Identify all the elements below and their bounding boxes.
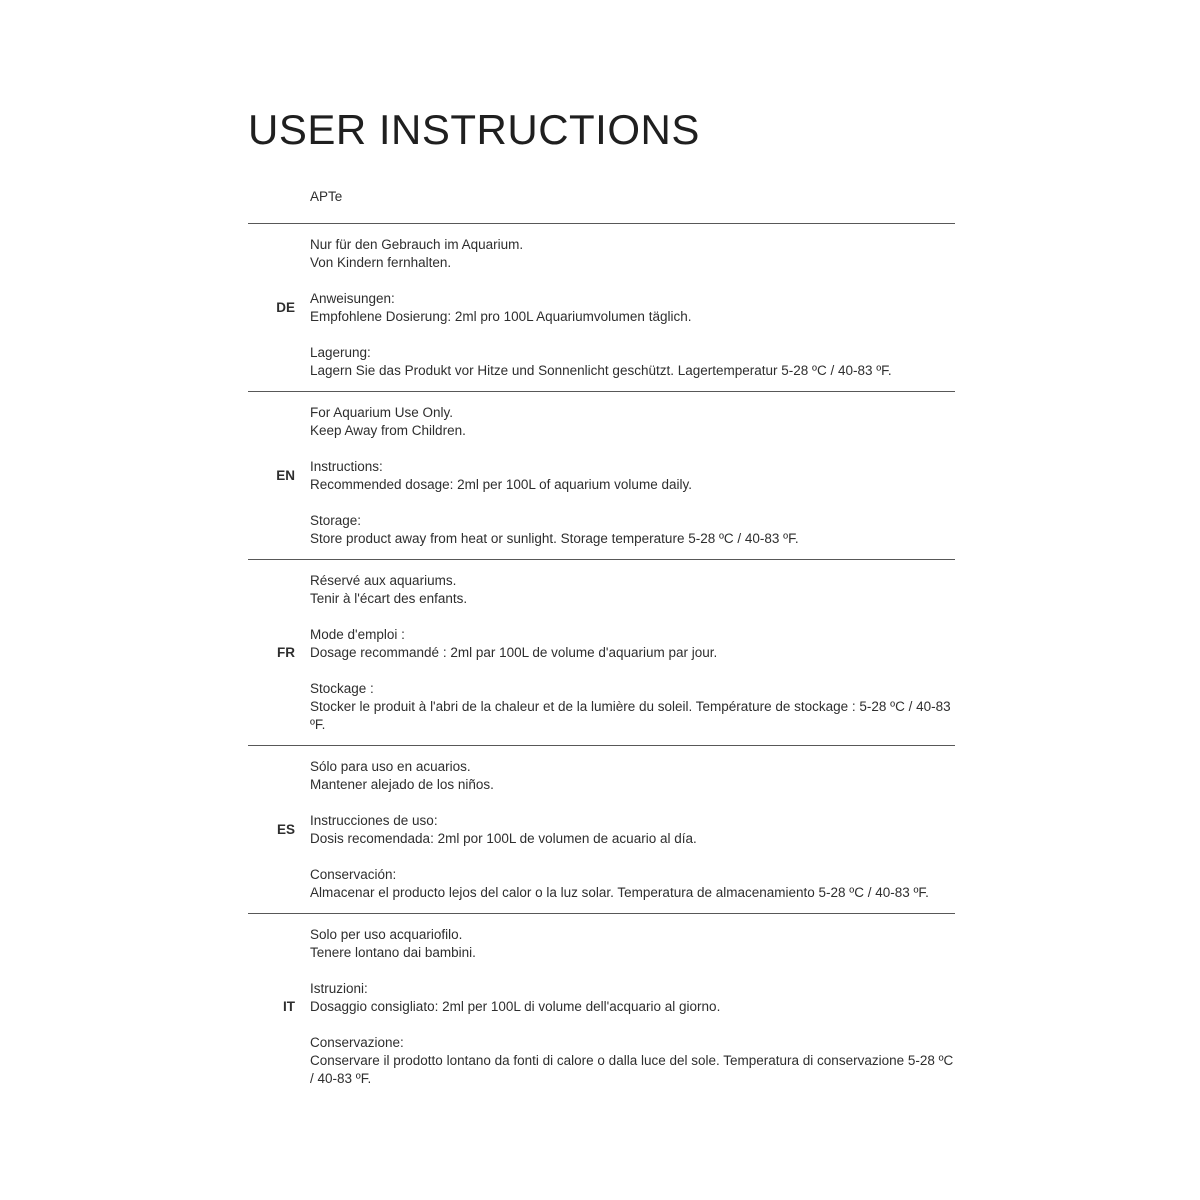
storage-heading: Storage: [310,513,362,528]
product-name: APTe [310,189,343,204]
warning-line: Réservé aux aquariums. [310,573,457,588]
language-code-fr: FR [277,645,295,660]
language-code-en: EN [276,468,295,483]
instructions-heading: Instructions: [310,459,383,474]
storage-heading: Conservazione: [310,1035,404,1050]
language-code-it: IT [283,999,295,1014]
dosage-text: Dosaggio consigliato: 2ml per 100L di volume dell'acquario al giorno. [310,999,721,1014]
storage-heading: Stockage : [310,681,374,696]
warning-line: Tenir à l'écart des enfants. [310,591,468,606]
warnings-de [310,236,955,272]
section-de [248,223,955,391]
instructions-fr [310,626,955,662]
language-code-es: ES [276,822,295,837]
dosage-text: Dosis recomendada: 2ml por 100L de volumen de acuario al día. [310,831,697,846]
warnings-en [310,404,955,440]
instructions-heading: Mode d'emploi : [310,627,405,642]
warning-line: For Aquarium Use Only. [310,405,454,420]
section-fr [248,559,955,745]
instruction-sheet [248,0,955,1099]
page-title: USER INSTRUCTIONS [248,106,700,153]
warning-line: Nur für den Gebrauch im Aquarium. [310,237,524,252]
section-content-fr [310,560,955,745]
warnings-es [310,758,955,794]
storage-heading: Conservación: [310,867,397,882]
dosage-text: Dosage recommandé : 2ml par 100L de volume d'aquarium par jour. [310,645,718,660]
dosage-text: Empfohlene Dosierung: 2ml pro 100L Aquariumvolumen täglich. [310,309,692,324]
instructions-es [310,812,955,848]
language-code-de: DE [276,300,295,315]
dosage-text: Recommended dosage: 2ml per 100L of aquarium volume daily. [310,477,692,492]
warnings-it [310,926,955,962]
instructions-en [310,458,955,494]
warning-line: Tenere lontano dai bambini. [310,945,476,960]
instructions-heading: Istruzioni: [310,981,368,996]
storage-text: Almacenar el producto lejos del calor o la luz solar. Temperatura de almacenamiento 5-28 ºC / 40-83 ºF. [310,885,929,900]
storage-heading: Lagerung: [310,345,371,360]
storage-de [310,344,955,380]
warnings-fr [310,572,955,608]
warning-line: Solo per uso acquariofilo. [310,927,463,942]
storage-text: Stocker le produit à l'abri de la chaleur et de la lumière du soleil. Température de stockage : 5-28 ºC / 40-83 ºF. [310,699,951,732]
section-content-es [310,746,955,913]
instructions-de [310,290,955,326]
storage-es [310,866,955,902]
section-content-en [310,392,955,559]
instructions-it [310,980,955,1016]
section-en [248,391,955,559]
storage-text: Conservare il prodotto lontano da fonti di calore o dalla luce del sole. Temperatura di conservazione 5-28 ºC / 40-83 ºF. [310,1053,954,1086]
storage-it [310,1034,955,1088]
section-content-it [310,914,955,1099]
section-it [248,913,955,1099]
warning-line: Sólo para uso en acuarios. [310,759,471,774]
storage-text: Store product away from heat or sunlight. Storage temperature 5-28 ºC / 40-83 ºF. [310,531,799,546]
instructions-heading: Anweisungen: [310,291,395,306]
storage-en [310,512,955,548]
section-es [248,745,955,913]
instructions-heading: Instrucciones de uso: [310,813,438,828]
storage-fr [310,680,955,734]
warning-line: Mantener alejado de los niños. [310,777,494,792]
warning-line: Keep Away from Children. [310,423,466,438]
warning-line: Von Kindern fernhalten. [310,255,452,270]
section-content-de [310,224,955,391]
storage-text: Lagern Sie das Produkt vor Hitze und Sonnenlicht geschützt. Lagertemperatur 5-28 ºC / 40-83 ºF. [310,363,892,378]
